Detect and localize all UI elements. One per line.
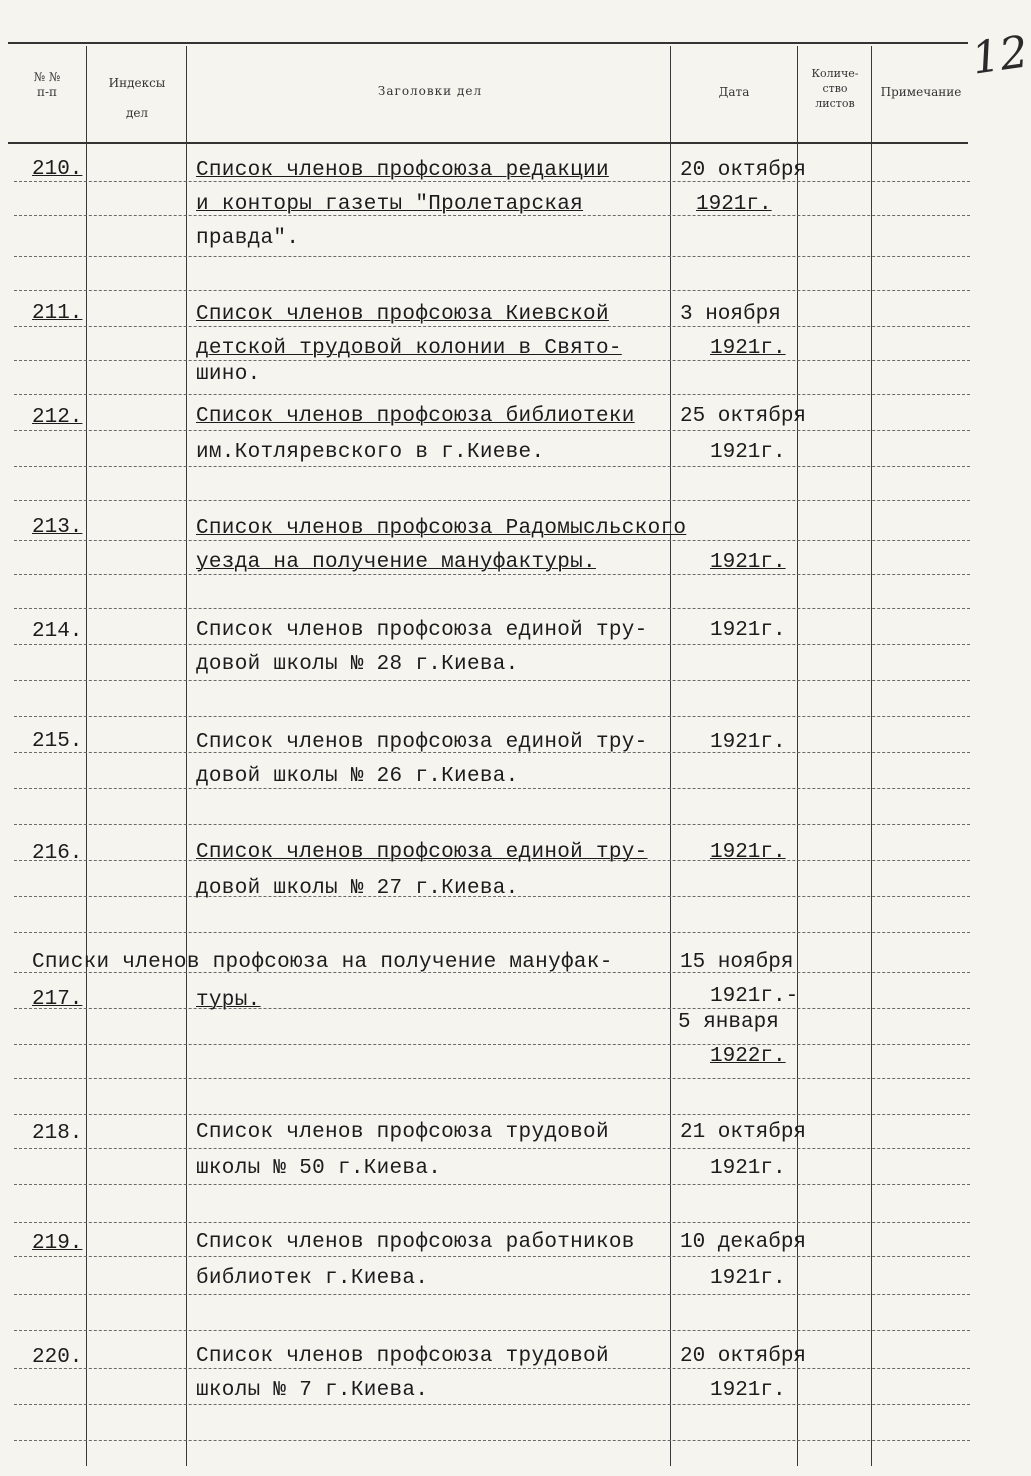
row-number: 215. <box>32 730 83 753</box>
row-title-line: Список членов профсоюза единой тру- <box>196 731 648 754</box>
page-number: 12 <box>968 26 1031 85</box>
row-title-line: шино. <box>196 363 261 386</box>
row-date: 1921г. <box>710 1157 786 1180</box>
row-number: 220. <box>32 1346 83 1369</box>
header-number: № № п-п <box>33 70 61 99</box>
row-title-line: туры. <box>196 989 261 1012</box>
row-title-line: довой школы № 27 г.Киева. <box>196 877 519 900</box>
row-title-line: уезда на получение мануфактуры. <box>196 551 596 574</box>
row-title-line: Список членов профсоюза Киевской <box>196 303 609 326</box>
row-title-line: Списки членов профсоюза на получение мануфак- <box>32 951 613 974</box>
row-title-line: Список членов профсоюза редакции <box>196 159 609 182</box>
row-number: 218. <box>32 1122 83 1145</box>
row-title-line: Список членов профсоюза трудовой <box>196 1345 609 1368</box>
row-title-line: довой школы № 26 г.Киева. <box>196 765 519 788</box>
row-date: 1921г. <box>710 551 786 574</box>
row-number: 210. <box>32 158 83 181</box>
row-date: 10 декабря <box>680 1231 807 1254</box>
header-top-rule <box>8 42 968 44</box>
row-date: 25 октября <box>680 405 807 428</box>
column-rule <box>86 46 87 1466</box>
row-number: 212. <box>32 406 83 429</box>
row-number: 213. <box>32 516 83 539</box>
row-date: 15 ноября <box>680 951 794 974</box>
row-date: 1921г. <box>710 1267 786 1290</box>
header-note: Примечание <box>880 85 962 99</box>
row-date: 1921г.- <box>710 985 799 1008</box>
row-date: 1921г. <box>710 441 786 464</box>
header-sheets: Количе- ство листов <box>811 67 859 110</box>
column-rule <box>871 46 872 1466</box>
row-title-line: Список членов профсоюза Радомысльского <box>196 517 687 540</box>
row-date: 1921г. <box>696 193 772 216</box>
row-date: 1921г. <box>710 619 786 642</box>
column-rule <box>186 46 187 1466</box>
row-title-line: довой школы № 28 г.Киева. <box>196 653 519 676</box>
row-number: 214. <box>32 620 83 643</box>
row-title-line: школы № 7 г.Киева. <box>196 1379 429 1402</box>
row-number: 211. <box>32 302 83 325</box>
header-bottom-rule <box>8 142 968 144</box>
header-date: Дата <box>718 85 750 99</box>
column-rule <box>670 46 671 1466</box>
row-date: 1921г. <box>710 1379 786 1402</box>
row-title-line: им.Котляревского в г.Киеве. <box>196 441 545 464</box>
row-date: 1921г. <box>710 337 786 360</box>
row-date: 1921г. <box>710 731 786 754</box>
row-number: 216. <box>32 842 83 865</box>
row-title-line: Список членов профсоюза работников <box>196 1231 635 1254</box>
row-date: 5 января <box>678 1011 779 1034</box>
row-number: 217. <box>32 988 83 1011</box>
row-title-line: Список членов профсоюза трудовой <box>196 1121 609 1144</box>
row-date: 3 ноября <box>680 303 781 326</box>
row-title-line: библиотек г.Киева. <box>196 1267 429 1290</box>
row-number: 219. <box>32 1232 83 1255</box>
row-date: 20 октября <box>680 1345 807 1368</box>
row-title-line: детской трудовой колонии в Свято- <box>196 337 622 360</box>
row-title-line: Список членов профсоюза библиотеки <box>196 405 635 428</box>
row-date: 21 октября <box>680 1121 807 1144</box>
header-index: Индексы дел <box>108 76 166 120</box>
row-date: 1922г. <box>710 1045 786 1068</box>
row-title-line: Список членов профсоюза единой тру- <box>196 841 648 864</box>
row-date: 20 октября <box>680 159 807 182</box>
row-title-line: Список членов профсоюза единой тру- <box>196 619 648 642</box>
row-title-line: и конторы газеты "Пролетарская <box>196 193 584 216</box>
row-title-line: школы № 50 г.Киева. <box>196 1157 442 1180</box>
row-date: 1921г. <box>710 841 786 864</box>
header-title: Заголовки дел <box>377 84 483 98</box>
row-title-line: правда". <box>196 227 300 250</box>
